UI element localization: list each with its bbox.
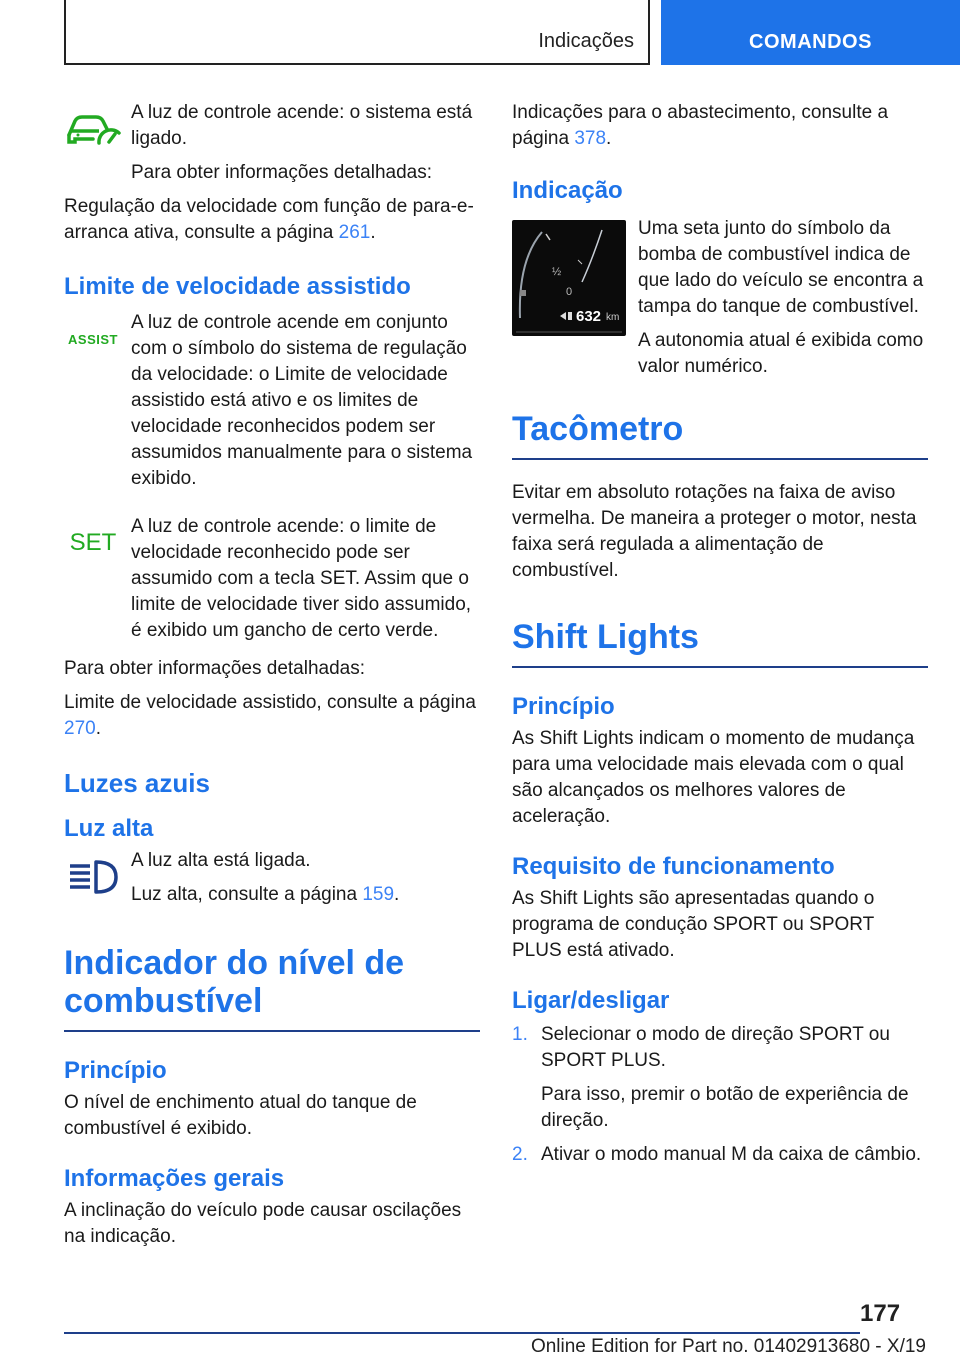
range-text-part: A autonomia atual é exibida como valor numérico. xyxy=(638,330,924,377)
footer-divider xyxy=(64,1332,860,1334)
list-item: 1. Selecionar o modo de direção SPORT ou SPORT PLUS. Para isso, premir o botão de experiência de direção. xyxy=(512,1024,909,1131)
list-item: 2. Ativar o modo manual M da caixa de câmbio. xyxy=(512,1144,922,1165)
page-link-270[interactable]: 270 xyxy=(64,718,96,739)
cruise-indicator-block xyxy=(64,100,480,246)
assist-icon: ASSIST xyxy=(68,331,118,347)
page-number: 177 xyxy=(860,1300,901,1327)
assist-block xyxy=(64,310,480,492)
assist-details-ref: Limite de velocidade assistido, consulte a página 270. xyxy=(64,692,476,739)
header-section-label: Indicações xyxy=(538,30,634,52)
right-column xyxy=(512,100,928,1168)
heading-principle-shift: Princípio xyxy=(512,693,615,720)
cruise-details-intro: Para obter informações detalhadas: xyxy=(131,162,433,183)
gauge-range-value: 632 xyxy=(576,308,602,325)
gauge-zero-label: 0 xyxy=(566,286,573,298)
set-text: A luz de controle acende: o limite de velocidade reconhecido pode ser assumido com a tecla SET. Assim que o limite de velocidade tiver sido assumido, é exibido um gancho de certo verde. xyxy=(131,516,472,641)
heading-tachometer: Tacômetro xyxy=(512,410,928,460)
fuel-principle-text: O nível de enchimento atual do tanque de combustível é exibido. xyxy=(64,1092,417,1139)
footer-edition: Online Edition for Part no. 01402913680 - X/19 xyxy=(530,1336,926,1357)
fuel-arrow-text: Uma seta junto do símbolo da bomba de combustível indica de que lado do veículo se encontra a tampa do tanque de combustível. xyxy=(638,218,924,317)
heading-blue-lights: Luzes azuis xyxy=(64,768,210,798)
heading-principle-fuel: Princípio xyxy=(64,1057,167,1084)
set-block xyxy=(64,514,480,644)
heading-requirement: Requisito de funcionamento xyxy=(512,853,835,880)
fuel-gauge-image xyxy=(512,220,626,336)
high-beam-text: A luz alta está ligada. xyxy=(131,850,311,871)
heading-indication: Indicação xyxy=(512,177,623,204)
page-link-378[interactable]: 378 xyxy=(574,128,607,149)
header-chapter-tab xyxy=(661,0,960,65)
header-section-tab xyxy=(64,0,650,65)
general-info-text: A inclinação do veículo pode causar oscilações na indicação. xyxy=(64,1200,462,1247)
heading-high-beam: Luz alta xyxy=(64,815,154,842)
header-chapter-label: COMANDOS xyxy=(749,31,872,53)
page-link-159[interactable]: 159 xyxy=(362,884,395,905)
high-beam-block xyxy=(64,848,480,908)
steps-list xyxy=(512,1022,928,1168)
requirement-text: As Shift Lights são apresentadas quando o programa de condução SPORT ou SPORT PLUS está ativado. xyxy=(512,888,875,961)
heading-speed-limit-assist: Limite de velocidade assistido xyxy=(64,273,411,300)
set-icon: SET xyxy=(69,529,117,556)
heading-on-off: Ligar/desligar xyxy=(512,987,670,1014)
cruise-control-car-icon xyxy=(64,106,122,152)
heading-general-info: Informações gerais xyxy=(64,1165,285,1192)
left-column xyxy=(64,100,480,1250)
shift-principle-text: As Shift Lights indicam o momento de mudança para uma velocidade mais elevada com o qual são alcançados os melhores valores de aceleração. xyxy=(512,728,915,827)
fuel-display-block xyxy=(512,216,928,380)
assist-text: A luz de controle acende em conjunto com o símbolo do sistema de regulação da velocidade: o Limite de velocidade assistido está ativo e os limites de velocidade reconhecidos podem ser assumidos manualmente para o sistema exibido. xyxy=(131,312,473,489)
page-link-261[interactable]: 261 xyxy=(338,222,371,243)
heading-fuel-gauge: Indicador do nível de combustível xyxy=(64,944,480,1032)
gauge-range-unit: km xyxy=(606,312,620,323)
fuel-refill-ref: Indicações para o abastecimento, consulte a página 378. xyxy=(512,102,889,149)
gauge-half-label: ½ xyxy=(552,266,562,278)
heading-shift-lights: Shift Lights xyxy=(512,618,928,668)
high-beam-ref: Luz alta, consulte a página 159. xyxy=(131,884,400,905)
cruise-indicator-text: A luz de controle acende: o sistema está ligado. xyxy=(131,102,473,149)
tachometer-text: Evitar em absoluto rotações na faixa de aviso vermelha. De maneira a proteger o motor, nesta faixa será regulada a alimentação de combustível. xyxy=(512,482,917,581)
assist-details-intro: Para obter informações detalhadas: xyxy=(64,658,366,679)
cruise-details-ref: Regulação da velocidade com função de para-e-arranca ativa, consulte a página 261. xyxy=(64,196,474,243)
high-beam-icon xyxy=(64,854,122,900)
